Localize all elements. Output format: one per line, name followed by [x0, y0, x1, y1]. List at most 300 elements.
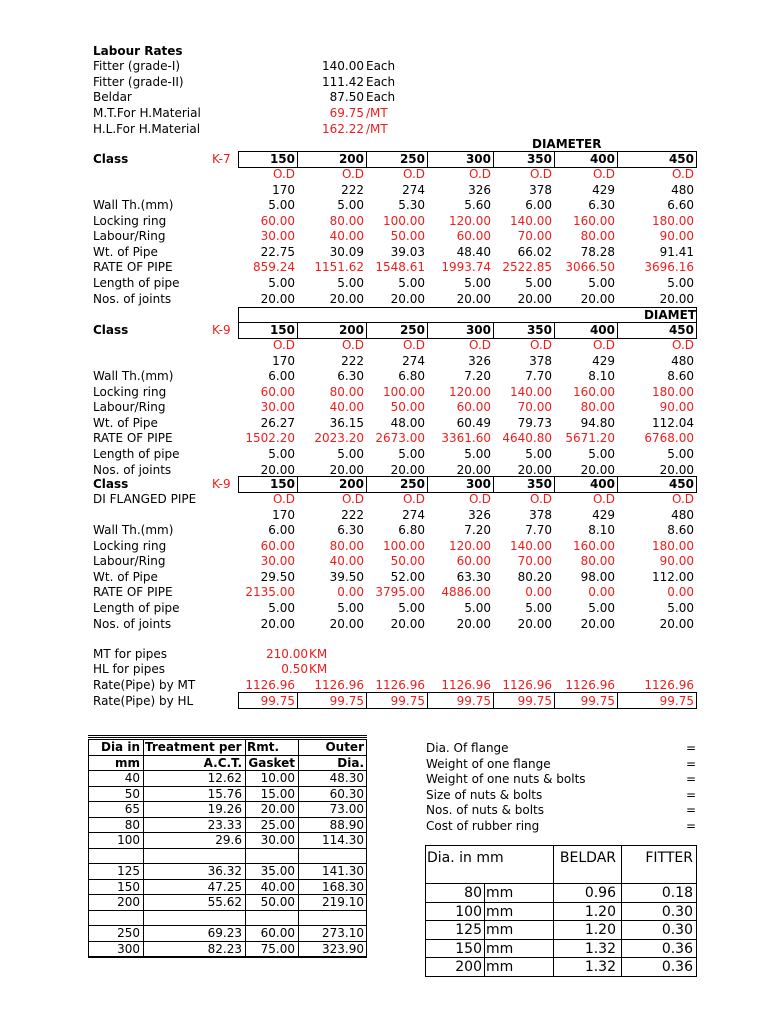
- cell-value: 6.30: [588, 198, 615, 212]
- flange-eq: =: [686, 803, 697, 817]
- treatment-cell: 273.10: [322, 926, 364, 940]
- treatment-cell: 25.00: [260, 817, 295, 832]
- od-label: O.D: [341, 338, 364, 352]
- flange-eq: =: [686, 818, 697, 833]
- diameter-value: 200: [338, 323, 364, 337]
- cell-value: 7.70: [525, 523, 552, 537]
- od-label: O.D: [529, 167, 552, 181]
- labour-label: Fitter (grade-II): [93, 74, 184, 89]
- od-label: O.D: [468, 338, 491, 352]
- row-label: Wt. of Pipe: [93, 244, 158, 259]
- cell-value: 94.80: [580, 415, 615, 430]
- treatment-cell: 75.00: [260, 941, 295, 956]
- beldar-dia: 150: [455, 940, 482, 957]
- cell-value: 20.00: [329, 291, 364, 306]
- diameter-heading-cut: DIAMET: [643, 308, 696, 322]
- cell-value: 20.00: [517, 462, 552, 477]
- treatment-cell: 323.90: [322, 941, 364, 956]
- treatment-header: Gasket: [248, 755, 295, 770]
- diameter-value: 250: [399, 477, 425, 491]
- cell-value: 66.02: [517, 244, 552, 259]
- treatment-cell: 168.30: [322, 879, 364, 894]
- diameter-value: 300: [465, 152, 491, 166]
- labour-unit: /MT: [366, 106, 388, 121]
- cell-value: 30.00: [260, 554, 295, 569]
- diameter-value: 450: [668, 152, 694, 166]
- cell-value: 5.00: [525, 601, 552, 615]
- cell-value: 60.00: [260, 384, 295, 399]
- treatment-cell: [245, 849, 295, 863]
- treatment-cell: 40: [124, 771, 140, 785]
- rate-hl-value: 99.75: [329, 694, 364, 708]
- cell-value: 5.00: [525, 447, 552, 461]
- beldar-dia: 200: [455, 959, 482, 975]
- cell-value: 91.41: [659, 244, 694, 259]
- flange-label: Size of nuts & bolts: [426, 787, 543, 802]
- cell-value: 20.00: [659, 616, 694, 631]
- outer-dia: 326: [468, 507, 491, 522]
- treatment-top-rule: [88, 735, 367, 738]
- labour-value: 87.50: [329, 90, 364, 105]
- row-label: Labour/Ring: [93, 229, 166, 244]
- cell-value: 60.49: [456, 415, 491, 430]
- treatment-cell: 23.33: [207, 817, 242, 832]
- outer-dia: 429: [592, 507, 615, 522]
- cell-value: 100.00: [383, 213, 425, 228]
- row-label: Nos. of joints: [93, 291, 172, 306]
- class-label: Class: [93, 323, 129, 337]
- outer-dia: 378: [529, 507, 552, 522]
- row-label: Nos. of joints: [93, 462, 172, 477]
- treatment-cell: 29.6: [215, 833, 242, 847]
- diameter-value: 150: [269, 323, 295, 337]
- labour-unit: Each: [366, 74, 396, 89]
- cell-value: 6.00: [268, 523, 295, 537]
- treatment-cell: 250: [117, 926, 140, 940]
- cell-value: 63.30: [456, 569, 491, 584]
- treatment-cell: 141.30: [322, 864, 364, 878]
- cell-value: 7.70: [525, 369, 552, 383]
- cell-value: 4640.80: [502, 431, 552, 446]
- row-label: Labour/Ring: [93, 554, 166, 569]
- labour-label: Fitter (grade-I): [93, 59, 181, 73]
- labour-unit: /MT: [366, 121, 388, 136]
- cell-value: 20.00: [580, 291, 615, 306]
- cell-value: 40.00: [329, 400, 364, 415]
- cell-value: 160.00: [573, 213, 615, 228]
- od-label: O.D: [272, 492, 295, 506]
- outer-dia: 170: [272, 353, 295, 368]
- treatment-cell: [88, 911, 140, 925]
- diameter-value: 150: [269, 477, 295, 491]
- cell-value: 26.27: [260, 415, 295, 430]
- rate-mt-value: 1126.96: [375, 678, 425, 692]
- treatment-cell: 150: [117, 879, 140, 894]
- beldar-value: 0.96: [584, 885, 616, 901]
- od-label: O.D: [402, 338, 425, 352]
- row-label: RATE OF PIPE: [93, 431, 173, 446]
- treatment-cell: [245, 911, 295, 925]
- cell-value: 20.00: [659, 462, 694, 477]
- cell-value: 5.00: [667, 447, 694, 461]
- rate-mt-value: 1126.96: [644, 678, 694, 692]
- treatment-cell: 12.62: [207, 771, 242, 785]
- treatment-cell: 100: [117, 833, 140, 847]
- beldar-value: 1.32: [584, 940, 616, 957]
- cell-value: 80.20: [517, 569, 552, 584]
- beldar-header-fitter: FITTER: [645, 850, 693, 866]
- od-label: O.D: [529, 338, 552, 352]
- cell-value: 5.00: [588, 276, 615, 290]
- cell-value: 112.04: [652, 415, 694, 430]
- cell-value: 39.03: [390, 244, 425, 259]
- cell-value: 50.00: [390, 554, 425, 569]
- row-label: Locking ring: [93, 213, 167, 228]
- treatment-cell: 50: [124, 786, 140, 801]
- class-code: K-9: [212, 323, 231, 337]
- treatment-cell: [298, 849, 364, 863]
- mt-value: 210.00: [266, 647, 308, 661]
- cell-value: 120.00: [449, 538, 491, 553]
- beldar-row-divider: [425, 902, 697, 903]
- beldar-unit: mm: [486, 885, 514, 901]
- od-label: O.D: [592, 167, 615, 181]
- row-label: Wt. of Pipe: [93, 415, 158, 430]
- cell-value: 140.00: [510, 384, 552, 399]
- cell-value: 1151.62: [314, 260, 364, 275]
- row-label: Wall Th.(mm): [93, 369, 174, 383]
- cell-value: 1502.20: [245, 431, 295, 446]
- cell-value: 120.00: [449, 213, 491, 228]
- cell-value: 5.00: [337, 447, 364, 461]
- cell-value: 20.00: [260, 462, 295, 477]
- cell-value: 80.00: [580, 400, 615, 415]
- diameter-value: 200: [338, 477, 364, 491]
- cell-value: 6.80: [398, 523, 425, 537]
- beldar-dia: 125: [455, 922, 482, 938]
- cell-value: 78.28: [580, 244, 615, 259]
- cell-value: 6.00: [525, 198, 552, 212]
- rate-mt-value: 1126.96: [565, 678, 615, 692]
- row-label: Wall Th.(mm): [93, 523, 174, 537]
- cell-value: 100.00: [383, 538, 425, 553]
- beldar-dia: 100: [455, 903, 482, 920]
- diameter-value: 250: [399, 323, 425, 337]
- cell-value: 98.00: [580, 569, 615, 584]
- outer-dia: 274: [402, 353, 425, 368]
- cell-value: 40.00: [329, 229, 364, 244]
- cell-value: 0.00: [667, 585, 694, 600]
- treatment-cell: 30.00: [260, 833, 295, 847]
- diameter-value: 300: [465, 477, 491, 491]
- labour-unit: Each: [366, 90, 396, 105]
- cell-value: 30.00: [260, 229, 295, 244]
- cell-value: 5671.20: [565, 431, 615, 446]
- cell-value: 140.00: [510, 213, 552, 228]
- row-label: Length of pipe: [93, 447, 180, 461]
- beldar-value: 1.20: [584, 903, 616, 920]
- od-label: O.D: [341, 492, 364, 506]
- cell-value: 60.00: [456, 229, 491, 244]
- outer-dia: 429: [592, 182, 615, 197]
- class-code: K-7: [212, 152, 231, 166]
- cell-value: 160.00: [573, 384, 615, 399]
- fitter-value: 0.36: [661, 959, 693, 975]
- od-label: O.D: [468, 492, 491, 506]
- cell-value: 20.00: [329, 616, 364, 631]
- od-label: O.D: [272, 338, 295, 352]
- cell-value: 20.00: [260, 291, 295, 306]
- treatment-cell: 40.00: [260, 879, 295, 894]
- cell-value: 50.00: [390, 229, 425, 244]
- cell-value: 5.00: [268, 198, 295, 212]
- cell-value: 5.00: [398, 601, 425, 615]
- treatment-header: A.C.T.: [203, 755, 242, 770]
- rate-mt-value: 1126.96: [502, 678, 552, 692]
- treatment-cell: 35.00: [260, 864, 295, 878]
- cell-value: 20.00: [390, 291, 425, 306]
- fitter-value: 0.30: [661, 903, 693, 920]
- rate-mt-value: 1126.96: [314, 678, 364, 692]
- diameter-value: 250: [399, 152, 425, 166]
- labour-label: M.T.For H.Material: [93, 106, 201, 121]
- flange-eq: =: [686, 756, 697, 771]
- treatment-row-divider: [88, 956, 367, 957]
- cell-value: 30.00: [260, 400, 295, 415]
- beldar-header-dia: Dia. in mm: [427, 850, 504, 866]
- labour-value: 162.22: [322, 121, 364, 136]
- treatment-header: Rmt.: [247, 740, 280, 754]
- row-label: RATE OF PIPE: [93, 585, 173, 600]
- mt-label: MT for pipes: [93, 647, 168, 661]
- rate-hl-value: 99.75: [580, 694, 615, 708]
- flange-eq: =: [686, 772, 697, 786]
- cell-value: 52.00: [390, 569, 425, 584]
- treatment-header: Dia.: [337, 755, 364, 770]
- cell-value: 60.00: [456, 400, 491, 415]
- cell-value: 3066.50: [565, 260, 615, 275]
- cell-value: 90.00: [659, 229, 694, 244]
- beldar-unit: mm: [486, 922, 514, 938]
- treatment-header: Treatment per: [145, 740, 242, 754]
- cell-value: 20.00: [517, 291, 552, 306]
- row-label: Locking ring: [93, 538, 167, 553]
- rate-hl-value: 99.75: [260, 694, 295, 708]
- cell-value: 48.00: [390, 415, 425, 430]
- cell-value: 5.00: [588, 447, 615, 461]
- labour-label: H.L.For H.Material: [93, 121, 201, 136]
- class-label: Class: [93, 477, 129, 491]
- class-label: Class: [93, 152, 129, 166]
- diameter-value: 300: [465, 323, 491, 337]
- cell-value: 2522.85: [502, 260, 552, 275]
- cell-value: 5.00: [337, 276, 364, 290]
- cell-value: 20.00: [390, 462, 425, 477]
- flange-label: Weight of one nuts & bolts: [426, 772, 586, 786]
- cell-value: 29.50: [260, 569, 295, 584]
- outer-dia: 222: [341, 507, 364, 522]
- row-label: Length of pipe: [93, 276, 180, 290]
- diameter-value: 350: [526, 323, 552, 337]
- cell-value: 160.00: [573, 538, 615, 553]
- cell-value: 60.00: [456, 554, 491, 569]
- cell-value: 5.00: [268, 276, 295, 290]
- hl-label: HL for pipes: [93, 662, 166, 676]
- row-label: Labour/Ring: [93, 400, 166, 415]
- cell-value: 5.00: [525, 276, 552, 290]
- treatment-cell: 69.23: [207, 926, 242, 940]
- cell-value: 20.00: [456, 462, 491, 477]
- diameter-value: 450: [668, 323, 694, 337]
- beldar-value: 1.32: [584, 959, 616, 975]
- od-label: O.D: [592, 492, 615, 506]
- diameter-value: 350: [526, 477, 552, 491]
- treatment-header: Dia in: [100, 740, 140, 754]
- outer-dia: 480: [671, 507, 694, 522]
- beldar-header-beldar: BELDAR: [559, 850, 616, 866]
- cell-value: 8.10: [588, 523, 615, 537]
- cell-value: 90.00: [659, 400, 694, 415]
- row-label: Locking ring: [93, 384, 167, 399]
- fitter-value: 0.30: [661, 922, 693, 938]
- treatment-cell: 65: [124, 802, 140, 816]
- od-label: O.D: [671, 492, 694, 506]
- rate-mt-label: Rate(Pipe) by MT: [93, 678, 196, 692]
- beldar-header-divider: [425, 883, 697, 884]
- treatment-cell: [143, 911, 242, 925]
- cell-value: 5.00: [588, 601, 615, 615]
- beldar-unit: mm: [486, 959, 514, 975]
- treatment-cell: 55.62: [207, 895, 242, 909]
- cell-value: 40.00: [329, 554, 364, 569]
- cell-value: 6.80: [398, 369, 425, 383]
- cell-value: 20.00: [456, 616, 491, 631]
- cell-value: 6.60: [667, 198, 694, 212]
- od-label: O.D: [529, 492, 552, 506]
- treatment-cell: 200: [117, 895, 140, 909]
- cell-value: 2135.00: [245, 585, 295, 600]
- fitter-value: 0.18: [661, 885, 693, 901]
- cell-value: 5.60: [464, 198, 491, 212]
- cell-value: 6768.00: [644, 431, 694, 446]
- od-label: O.D: [468, 167, 491, 181]
- rate-mt-value: 1126.96: [245, 678, 295, 692]
- row-label: Nos. of joints: [93, 616, 172, 631]
- cell-value: 60.00: [260, 213, 295, 228]
- cell-value: 90.00: [659, 554, 694, 569]
- treatment-cell: [298, 911, 364, 925]
- treatment-header: Outer: [325, 740, 364, 754]
- treatment-cell: 73.00: [329, 802, 364, 816]
- outer-dia: 274: [402, 182, 425, 197]
- od-label: O.D: [592, 338, 615, 352]
- cell-value: 5.00: [268, 447, 295, 461]
- beldar-row-divider: [425, 939, 697, 940]
- treatment-cell: [143, 849, 242, 863]
- cell-value: 3795.00: [375, 585, 425, 600]
- flange-label: Weight of one flange: [426, 756, 551, 771]
- treatment-header: mm: [114, 755, 140, 770]
- cell-value: 70.00: [517, 554, 552, 569]
- diameter-value: 400: [589, 152, 615, 166]
- od-label: O.D: [671, 167, 694, 181]
- cell-value: 7.20: [464, 523, 491, 537]
- cell-value: 5.00: [398, 276, 425, 290]
- cell-value: 20.00: [659, 291, 694, 306]
- cell-value: 30.09: [329, 244, 364, 259]
- labour-unit: Each: [366, 59, 396, 73]
- cell-value: 0.00: [337, 585, 364, 600]
- treatment-cell: 20.00: [260, 802, 295, 816]
- diameter-value: 350: [526, 152, 552, 166]
- beldar-value: 1.20: [584, 922, 616, 938]
- cell-value: 140.00: [510, 538, 552, 553]
- treatment-cell: 80: [124, 817, 140, 832]
- outer-dia: 326: [468, 182, 491, 197]
- cell-value: 6.00: [268, 369, 295, 383]
- flange-label: Cost of rubber ring: [426, 818, 540, 833]
- cell-value: 70.00: [517, 400, 552, 415]
- cell-value: 80.00: [329, 213, 364, 228]
- treatment-cell: 82.23: [207, 941, 242, 956]
- cell-value: 50.00: [390, 400, 425, 415]
- cell-value: 859.24: [253, 260, 295, 275]
- treatment-cell: 50.00: [260, 895, 295, 909]
- treatment-cell: 114.30: [322, 833, 364, 847]
- rate-mt-value: 1126.96: [441, 678, 491, 692]
- outer-dia: 222: [341, 182, 364, 197]
- rate-hl-value: 99.75: [456, 694, 491, 708]
- outer-dia: 480: [671, 182, 694, 197]
- rate-hl-value: 99.75: [659, 694, 694, 708]
- cell-value: 1548.61: [375, 260, 425, 275]
- diameter-value: 400: [589, 477, 615, 491]
- cell-value: 7.20: [464, 369, 491, 383]
- cell-value: 6.30: [337, 523, 364, 537]
- treatment-cell: 48.30: [329, 771, 364, 785]
- treatment-cell: 19.26: [207, 802, 242, 816]
- od-label: O.D: [671, 338, 694, 352]
- row-label: RATE OF PIPE: [93, 260, 173, 275]
- outer-dia: 378: [529, 353, 552, 368]
- od-label: O.D: [402, 167, 425, 181]
- outer-dia: 378: [529, 182, 552, 197]
- labour-title: Labour Rates: [93, 44, 183, 58]
- cell-value: 1993.74: [441, 260, 491, 275]
- row-label: Wt. of Pipe: [93, 569, 158, 584]
- cell-value: 20.00: [456, 291, 491, 306]
- diameter-value: 200: [338, 152, 364, 166]
- treatment-cell: 219.10: [322, 895, 364, 909]
- outer-dia: 222: [341, 353, 364, 368]
- rate-hl-value: 99.75: [517, 694, 552, 708]
- cell-value: 60.00: [260, 538, 295, 553]
- cell-value: 4886.00: [441, 585, 491, 600]
- cell-value: 80.00: [580, 554, 615, 569]
- cell-value: 112.00: [652, 569, 694, 584]
- cell-value: 5.00: [268, 601, 295, 615]
- pipe-subtitle: DI FLANGED PIPE: [93, 492, 197, 506]
- diameter-value: 400: [589, 323, 615, 337]
- cell-value: 6.30: [337, 369, 364, 383]
- cell-value: 120.00: [449, 384, 491, 399]
- row-label: Wall Th.(mm): [93, 198, 174, 212]
- cell-value: 36.15: [329, 415, 364, 430]
- cell-value: 5.00: [464, 276, 491, 290]
- cell-value: 180.00: [652, 538, 694, 553]
- beldar-unit: mm: [486, 903, 514, 920]
- fitter-value: 0.36: [661, 940, 693, 957]
